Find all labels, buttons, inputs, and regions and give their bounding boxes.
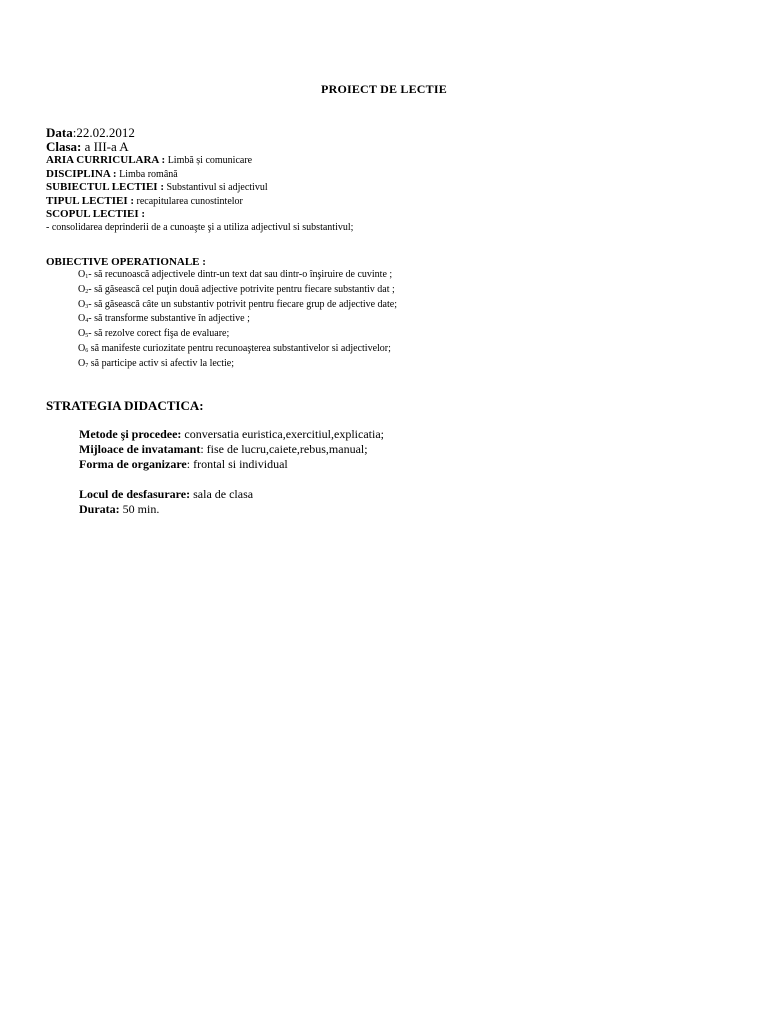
class-value: a III-a A bbox=[81, 139, 129, 154]
duration-line bbox=[79, 502, 739, 517]
teaching-aids-value: : fise de lucru,caiete,rebus,manual; bbox=[200, 442, 368, 456]
objective-prefix: O bbox=[78, 298, 86, 310]
lesson-scope-text: - consolidarea deprinderii de a cunoaşte şi a utiliza adjectivul si substantivul; bbox=[46, 221, 354, 233]
date-line bbox=[46, 126, 746, 140]
organization-form-label: Forma de organizare bbox=[79, 457, 187, 471]
objective-item bbox=[78, 269, 746, 284]
objective-text: - să recunoască adjectivele dintr-un text dat sau dintr-o înşiruire de cuvinte ; bbox=[88, 269, 393, 280]
objective-text: - să transforme substantive în adjective ; bbox=[88, 313, 250, 325]
objective-item bbox=[78, 313, 746, 328]
objectives-list bbox=[46, 269, 746, 373]
teaching-aids-line bbox=[79, 442, 739, 457]
duration-label: Durata: bbox=[79, 502, 120, 516]
curricular-area-value: Limbă și comunicare bbox=[165, 155, 253, 166]
objective-item bbox=[78, 299, 746, 314]
objective-number: 7 bbox=[85, 362, 89, 369]
subject-line bbox=[46, 181, 746, 195]
lesson-scope-text-line bbox=[46, 221, 746, 235]
date-value: :22.02.2012 bbox=[72, 125, 135, 140]
objective-number: 1 bbox=[85, 274, 89, 280]
location-label: Locul de desfasurare: bbox=[79, 487, 191, 501]
objective-prefix: O bbox=[78, 269, 86, 280]
lesson-type-line bbox=[46, 195, 746, 209]
objective-number: 2 bbox=[85, 288, 89, 295]
objective-prefix: O bbox=[78, 342, 86, 354]
spacer bbox=[79, 472, 739, 487]
subject-label: SUBIECTUL LECTIEI : bbox=[46, 181, 164, 193]
objective-item bbox=[78, 343, 746, 358]
methods-line bbox=[79, 427, 739, 442]
objective-item bbox=[78, 358, 746, 373]
objective-number: 5 bbox=[85, 333, 89, 340]
class-label: Clasa: bbox=[46, 139, 82, 154]
lesson-type-value: recapitularea cunostintelor bbox=[134, 195, 243, 207]
objective-text: - să găsească câte un substantiv potrivit pentru fiecare grup de adjective date; bbox=[88, 298, 397, 310]
objective-text: să participe activ si afectiv la lectie; bbox=[88, 357, 234, 369]
document-title: PROIECT DE LECTIE bbox=[321, 82, 447, 96]
lesson-scope-line bbox=[46, 208, 746, 221]
strategy-title: STRATEGIA DIDACTICA: bbox=[46, 398, 204, 413]
lesson-type-label: TIPUL LECTIEI : bbox=[46, 194, 135, 207]
location-line bbox=[79, 487, 739, 502]
subject-value: Substantivul si adjectivul bbox=[164, 182, 268, 193]
methods-value: conversatia euristica,exercitiul,explicatia; bbox=[181, 427, 384, 441]
objective-prefix: O bbox=[78, 313, 86, 325]
lesson-scope-label: SCOPUL LECTIEI : bbox=[46, 208, 146, 220]
location-value: sala de clasa bbox=[190, 487, 254, 501]
objective-text: - să rezolve corect fişa de evaluare; bbox=[88, 328, 230, 340]
duration-value: 50 min. bbox=[119, 502, 160, 516]
organization-form-value: : frontal si individual bbox=[186, 457, 288, 471]
objective-number: 6 bbox=[85, 347, 89, 354]
objective-prefix: O bbox=[78, 328, 86, 340]
discipline-value: Limba română bbox=[116, 168, 178, 180]
objective-item bbox=[78, 328, 746, 343]
objective-number: 4 bbox=[85, 318, 89, 325]
teaching-aids-label: Mijloace de invatamant bbox=[79, 442, 201, 456]
objective-text: să manifeste curiozitate pentru recunoaşterea substantivelor si adjectivelor; bbox=[88, 342, 391, 354]
discipline-label: DISCIPLINA : bbox=[46, 167, 117, 180]
lesson-header bbox=[46, 126, 746, 234]
organization-form-line bbox=[79, 457, 739, 472]
methods-label: Metode şi procedee: bbox=[79, 427, 182, 441]
objectives-heading: OBIECTIVE OPERATIONALE : bbox=[46, 256, 206, 268]
objective-prefix: O bbox=[78, 357, 86, 369]
objectives-section bbox=[46, 256, 746, 373]
curricular-area-label: ARIA CURRICULARA : bbox=[46, 154, 166, 166]
objective-number: 3 bbox=[85, 303, 89, 310]
objective-text: - să găsească cel puţin două adjective potrivite pentru fiecare substantiv dat ; bbox=[88, 283, 395, 295]
class-line bbox=[46, 140, 746, 154]
strategy-section bbox=[79, 427, 739, 517]
date-label: Data bbox=[46, 125, 73, 140]
discipline-line bbox=[46, 168, 746, 182]
objective-prefix: O bbox=[78, 283, 86, 295]
curricular-area-line bbox=[46, 154, 746, 168]
objective-item bbox=[78, 284, 746, 299]
